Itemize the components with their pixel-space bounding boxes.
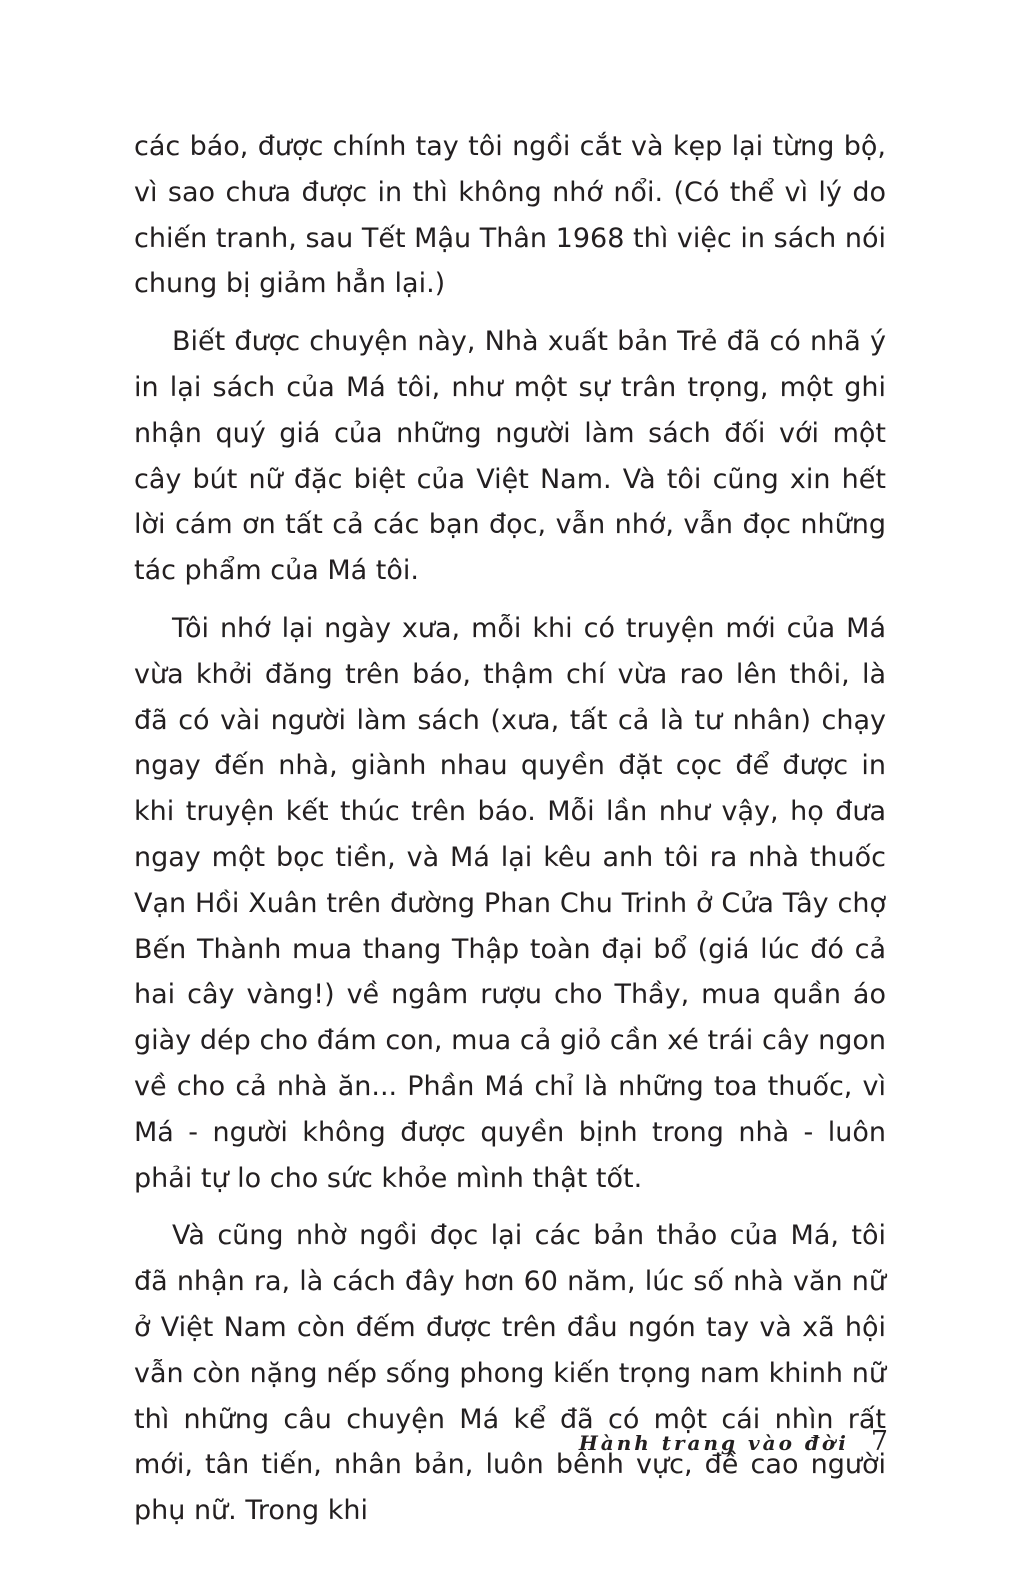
page-number: 7 bbox=[870, 1426, 888, 1457]
paragraph-4: Và cũng nhờ ngồi đọc lại các bản thảo của Má, tôi đã nhận ra, là cách đây hơn 60 năm, lúc số nhà văn nữ ở Việt Nam còn đếm được trên đầu ngón tay và xã hội vẫn còn nặng nếp sống phong kiến trọng nam khinh nữ thì những câu chuyện Má kể đã có một cái nhìn rất mới, tân tiến, nhân bản, luôn bênh vực, đề cao người phụ nữ. Trong khi bbox=[134, 1220, 886, 1527]
body-text bbox=[134, 124, 886, 1546]
running-title: Hành trang vào đời bbox=[578, 1431, 849, 1455]
paragraph-2: Biết được chuyện này, Nhà xuất bản Trẻ đã có nhã ý in lại sách của Má tôi, như một sự trân trọng, một ghi nhận quý giá của những người làm sách đối với một cây bút nữ đặc biệt của Việt Nam. Và tôi cũng xin hết lời cám ơn tất cả các bạn đọc, vẫn nhớ, vẫn đọc những tác phẩm của Má tôi. bbox=[134, 326, 886, 587]
page-footer bbox=[579, 1426, 888, 1466]
paragraph-1: các báo, được chính tay tôi ngồi cắt và kẹp lại từng bộ, vì sao chưa được in thì không nhớ nổi. (Có thể vì lý do chiến tranh, sau Tết Mậu Thân 1968 thì việc in sách nói chung bị giảm hẳn lại.) bbox=[134, 131, 886, 300]
paragraph-3: Tôi nhớ lại ngày xưa, mỗi khi có truyện mới của Má vừa khởi đăng trên báo, thậm chí vừa rao lên thôi, là đã có vài người làm sách (xưa, tất cả là tư nhân) chạy ngay đến nhà, giành nhau quyền đặt cọc để được in khi truyện kết thúc trên báo. Mỗi lần như vậy, họ đưa ngay một bọc tiền, và Má lại kêu anh tôi ra nhà thuốc Vạn Hồi Xuân trên đường Phan Chu Trinh ở Cửa Tây chợ Bến Thành mua thang Thập toàn đại bổ (giá lúc đó cả hai cây vàng!) về ngâm rượu cho Thầy, mua quần áo giày dép cho đám con, mua cả giỏ cần xé trái cây ngon về cho cả nhà ăn... Phần Má chỉ là những toa thuốc, vì Má - người không được quyền bịnh trong nhà - luôn phải tự lo cho sức khỏe mình thật tốt. bbox=[134, 612, 886, 1194]
